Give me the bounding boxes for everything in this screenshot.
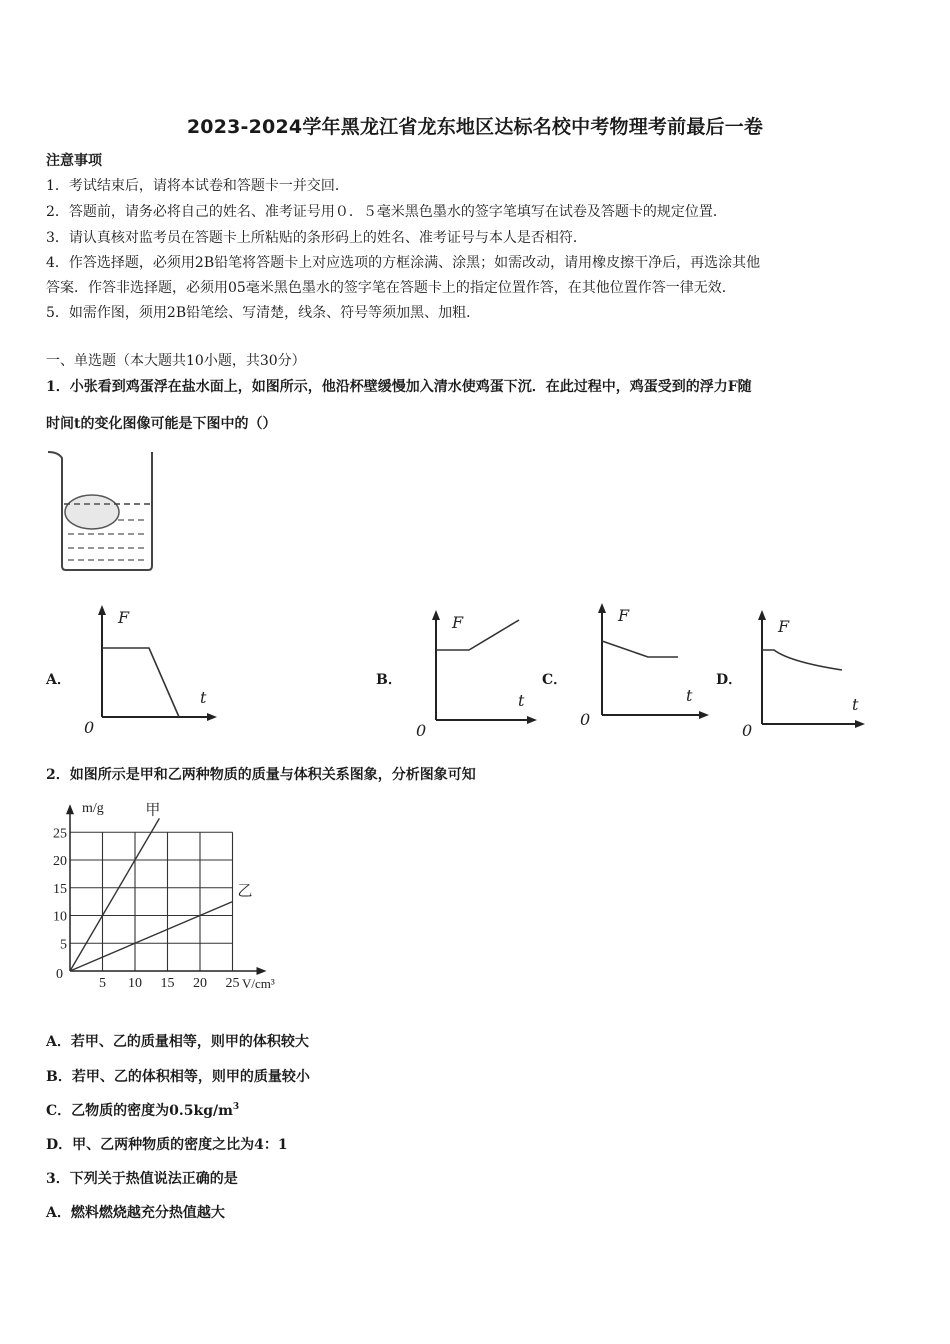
option-c-label: C． bbox=[542, 672, 568, 688]
x-axis-arrow bbox=[257, 967, 267, 975]
q2-option-b: B．若甲、乙的体积相等，则甲的质量较小 bbox=[46, 1069, 310, 1085]
notice-heading: 注意事项 bbox=[46, 153, 102, 169]
mass-volume-chart bbox=[46, 796, 296, 1001]
notice-item: 5．如需作图，须用2B铅笔绘、写清楚，线条、符号等须加黑、加粗． bbox=[46, 305, 481, 321]
origin-label: 0 bbox=[580, 710, 591, 729]
x-tick-label: 5 bbox=[99, 976, 106, 991]
origin-label: 0 bbox=[416, 721, 427, 740]
q2-option-c-sup: 3 bbox=[232, 1102, 240, 1112]
graph-d bbox=[742, 610, 872, 740]
notice-item: 3．请认真核对监考员在答题卡上所粘贴的条形码上的姓名、准考证号与本人是否相符． bbox=[46, 230, 587, 246]
question-1-line1: 1．小张看到鸡蛋浮在盐水面上，如图所示，他沿杯壁缓慢加入清水使鸡蛋下沉．在此过程中，鸡蛋受到的浮力F随 bbox=[46, 379, 752, 395]
x-tick-label: 25 bbox=[225, 976, 240, 991]
axis-label-f: F bbox=[778, 617, 790, 636]
chart-axes bbox=[66, 804, 267, 975]
notice-item: 答案．作答非选择题，必须用05毫米黑色墨水的签字笔在答题卡上的指定位置作答，在其他位置作答一律无效． bbox=[46, 280, 736, 296]
y-axis-label: m/g bbox=[82, 801, 104, 816]
x-tick-label: 20 bbox=[193, 976, 207, 991]
x-tick-label: 15 bbox=[160, 976, 175, 991]
force-curve bbox=[762, 650, 842, 670]
egg bbox=[65, 495, 119, 529]
question-2-stem: 2．如图所示是甲和乙两种物质的质量与体积关系图象，分析图象可知 bbox=[46, 767, 476, 783]
notice-item: 4．作答选择题，必须用2B铅笔将答题卡上对应选项的方框涂满、涂黑；如需改动，请用橡皮擦干净后，再选涂其他 bbox=[46, 255, 761, 271]
notice-item: 2．答题前，请务必将自己的姓名、准考证号用０．５毫米黑色墨水的签字笔填写在试卷及答题卡的规定位置． bbox=[46, 204, 727, 220]
chart-grid bbox=[70, 832, 233, 971]
axis-label-f: F bbox=[452, 613, 464, 632]
q2-option-a: A．若甲、乙的质量相等，则甲的体积较大 bbox=[46, 1034, 309, 1050]
q2-option-c-text: C．乙物质的密度为0.5kg/m bbox=[46, 1103, 233, 1119]
y-axis-arrow bbox=[66, 804, 74, 814]
question-3-stem: 3．下列关于热值说法正确的是 bbox=[46, 1171, 238, 1187]
axis-label-t: t bbox=[200, 688, 207, 707]
option-a-label: A． bbox=[46, 672, 71, 688]
section-heading: 一、单选题（本大题共10小题，共30分） bbox=[46, 353, 306, 369]
axis-label-f: F bbox=[618, 606, 630, 625]
series-label-jia: 甲 bbox=[145, 800, 161, 819]
x-axis-label: V/cm³ bbox=[242, 976, 275, 991]
axis-label-t: t bbox=[852, 695, 859, 714]
axis-label-t: t bbox=[686, 686, 693, 705]
y-tick-label: 5 bbox=[60, 937, 67, 953]
beaker-egg-illustration bbox=[46, 448, 156, 573]
option-b-label: B． bbox=[376, 672, 402, 688]
chart-series bbox=[70, 800, 253, 971]
y-tick-label: 15 bbox=[53, 881, 67, 897]
graph-c bbox=[578, 603, 713, 733]
page-title: 2023-2024学年黑龙江省龙东地区达标名校中考物理考前最后一卷 bbox=[186, 116, 764, 138]
option-d-label: D． bbox=[716, 672, 743, 688]
origin-label: 0 bbox=[56, 967, 63, 982]
origin-label: 0 bbox=[742, 721, 753, 740]
q2-option-d: D．甲、乙两种物质的密度之比为4：1 bbox=[46, 1137, 288, 1153]
y-tick-label: 10 bbox=[53, 909, 67, 925]
question-1-line2: 时间t的变化图像可能是下图中的（） bbox=[46, 416, 277, 432]
origin-label: 0 bbox=[84, 718, 95, 737]
y-tick-label: 25 bbox=[53, 826, 67, 842]
force-curve bbox=[602, 641, 678, 657]
force-curve bbox=[436, 620, 519, 650]
q2-option-c bbox=[46, 1102, 239, 1122]
q3-option-a: A．燃料燃烧越充分热值越大 bbox=[46, 1205, 225, 1221]
axis-label-f: F bbox=[118, 608, 130, 627]
series-line-jia bbox=[70, 818, 159, 971]
graph-b bbox=[414, 610, 544, 740]
series-label-yi: 乙 bbox=[237, 881, 253, 900]
force-curve bbox=[102, 648, 179, 717]
axis-label-t: t bbox=[518, 691, 525, 710]
graph-a bbox=[82, 605, 222, 740]
series-line-yi bbox=[70, 902, 233, 971]
x-tick-label: 10 bbox=[128, 976, 142, 991]
notice-item: 1．考试结束后，请将本试卷和答题卡一并交回． bbox=[46, 178, 349, 194]
y-tick-label: 20 bbox=[53, 854, 67, 869]
